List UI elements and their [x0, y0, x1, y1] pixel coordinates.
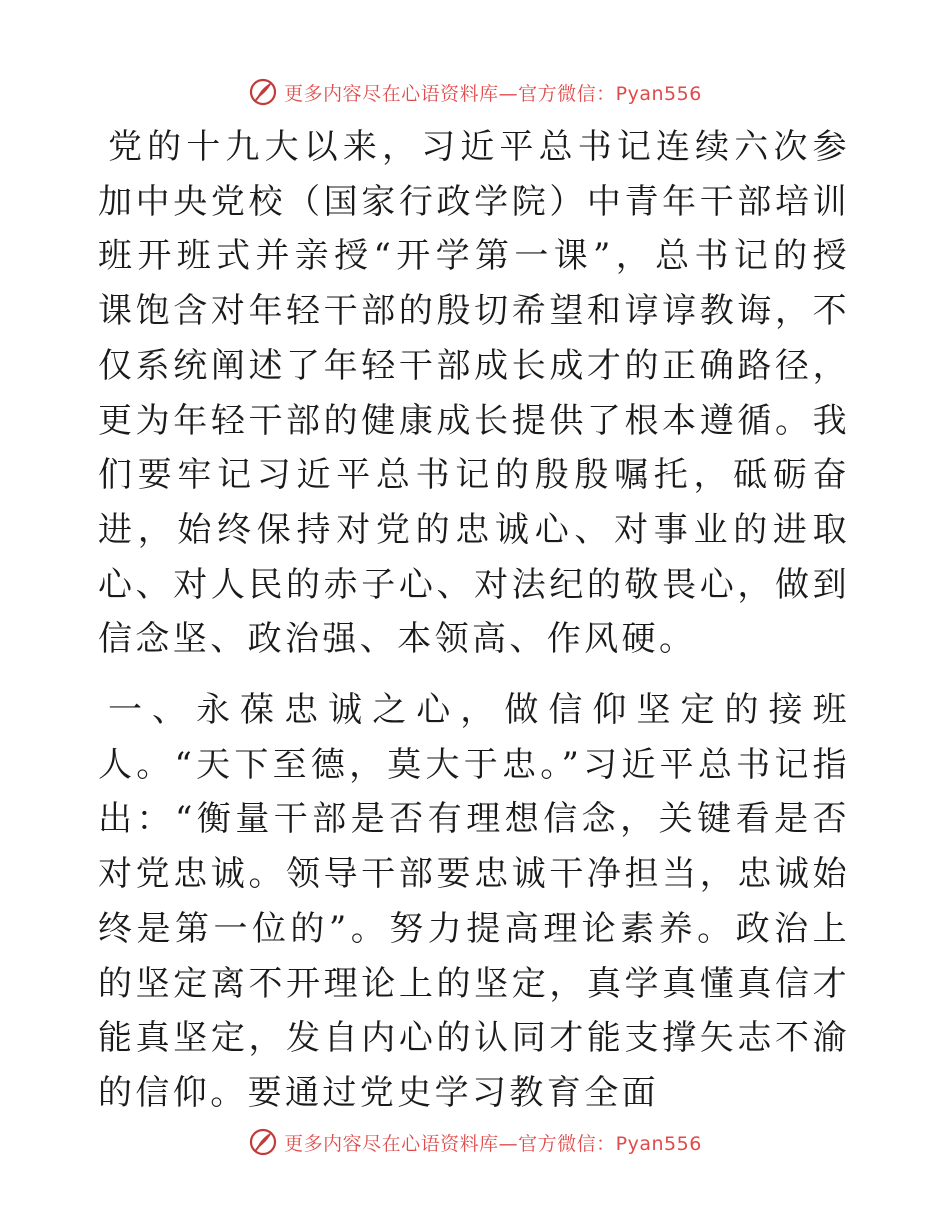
quill-circle-logo-icon	[248, 1127, 278, 1157]
paragraph-intro: 党的十九大以来，习近平总书记连续六次参加中央党校（国家行政学院）中青年干部培训班开班式并亲授“开学第一课”，总书记的授课饱含对年轻干部的殷切希望和谆谆教诲，不仅系统阐述了年轻干部成长成才的正确路径，更为年轻干部的健康成长提供了根本遵循。我们要牢记习近平总书记的殷殷嘱托，砥砺奋进，始终保持对党的忠诚心、对事业的进取心、对人民的赤子心、对法纪的敬畏心，做到信念坚、政治强、本领高、作风硬。	[98, 127, 850, 660]
document-body	[98, 120, 850, 1121]
header-banner-text: 更多内容尽在心语资料库—官方微信：Pyan556	[284, 82, 702, 105]
paragraph-section-one: 一、永葆忠诚之心，做信仰坚定的接班人。“天下至德，莫大于忠。”习近平总书记指出：“衡量干部是否有理想信念，关键看是否对党忠诚。领导干部要忠诚干净担当，忠诚始终是第一位的”。努力提高理论素养。政治上的坚定离不开理论上的坚定，真学真懂真信才能真坚定，发自内心的认同才能支撑矢志不渝的信仰。要通过党史学习教育全面	[98, 690, 850, 1113]
header-banner	[0, 72, 950, 112]
footer-banner-text: 更多内容尽在心语资料库—官方微信：Pyan556	[284, 1132, 702, 1155]
footer-banner	[0, 1122, 950, 1162]
quill-circle-logo-icon	[248, 77, 278, 107]
